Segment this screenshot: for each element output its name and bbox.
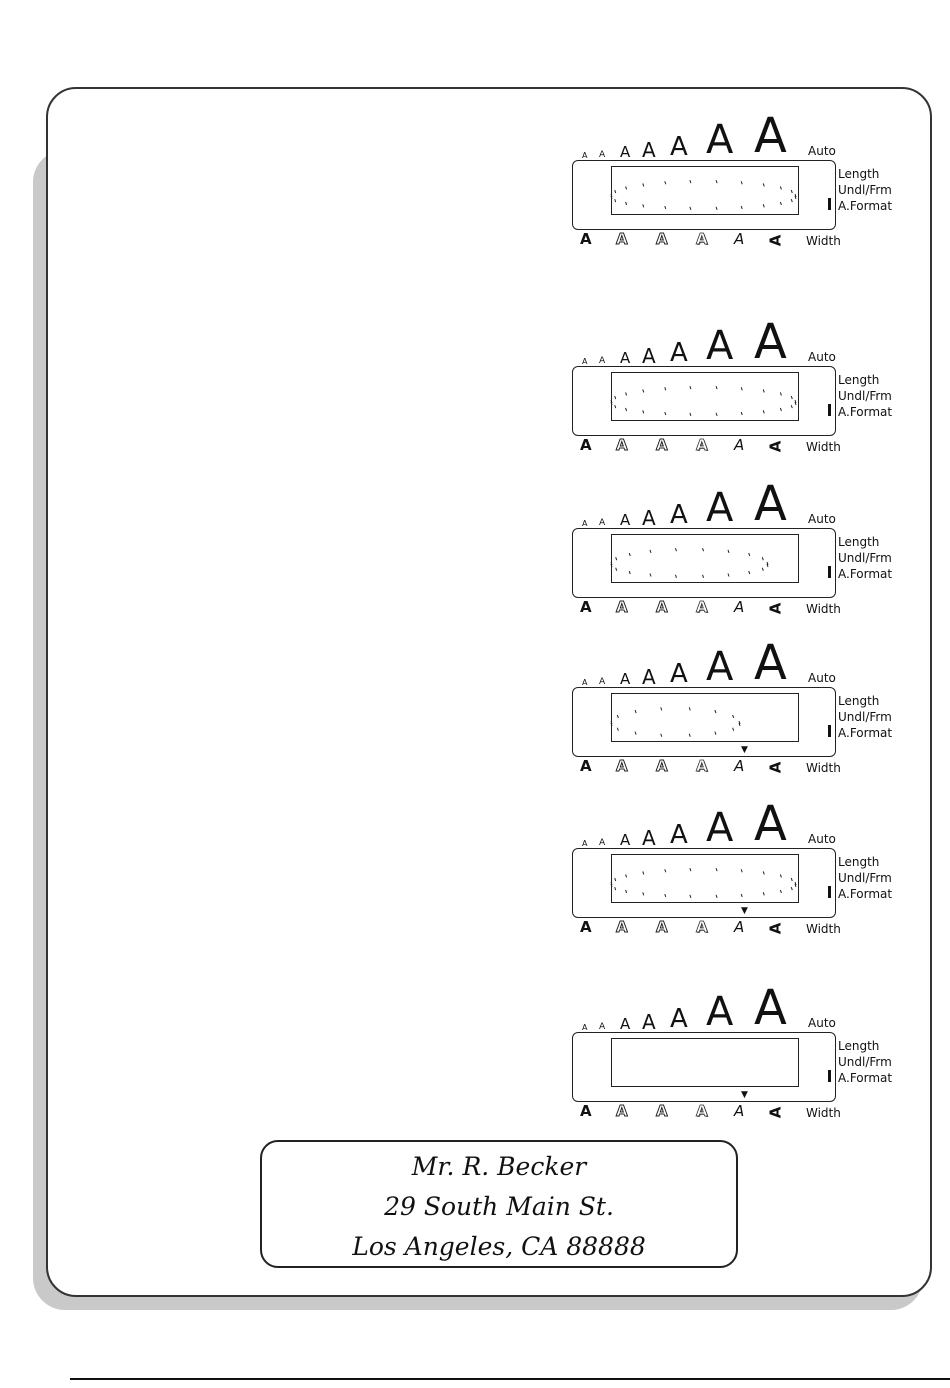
tick-mark (741, 181, 742, 184)
tick-mark (615, 887, 616, 890)
size-glyph-7: A (754, 476, 787, 532)
size-glyph-2: A (599, 838, 606, 848)
size-glyph-2: A (599, 1022, 606, 1032)
width-label: Width (806, 234, 841, 248)
tick-mark (780, 186, 781, 189)
side-label-3: A.Format (838, 567, 893, 581)
tick-mark (703, 575, 704, 578)
size-glyph-6: A (706, 805, 734, 851)
size-glyph-3: A (620, 349, 631, 367)
vertical-style-icon: A (766, 602, 785, 615)
lcd-screen (572, 687, 836, 757)
tick-mark (763, 204, 764, 207)
auto-size-label: Auto (808, 832, 836, 846)
side-label-1: Length (838, 694, 880, 708)
size-glyph-1: A (582, 839, 588, 848)
tick-mark (762, 568, 763, 571)
tick-mark (689, 707, 690, 710)
tick-mark (675, 575, 676, 578)
tick-mark (791, 878, 792, 881)
blinking-segment-ticks (601, 535, 811, 589)
tick-mark (650, 550, 651, 553)
outline-style-icon: A (616, 757, 628, 775)
tick-mark (716, 868, 717, 871)
tick-mark (643, 410, 644, 413)
size-glyph-7: A (754, 796, 787, 852)
size-glyph-3: A (620, 1015, 631, 1033)
lcd-screen (572, 1032, 836, 1102)
tick-mark (690, 895, 691, 898)
vertical-style-icon: A (766, 1106, 785, 1119)
lcd-screen (572, 366, 836, 436)
tick-mark (791, 405, 792, 408)
tick-mark (780, 408, 781, 411)
tick-mark (665, 894, 666, 897)
normal-style-icon: A (580, 230, 592, 248)
size-glyph-2: A (599, 356, 606, 366)
tick-mark (689, 734, 690, 737)
outline-style-icon: A (616, 1102, 628, 1120)
size-glyph-1: A (582, 151, 588, 160)
tick-mark (791, 190, 792, 193)
tick-mark (791, 199, 792, 202)
tick-mark (763, 410, 764, 413)
tick-mark (615, 405, 616, 408)
tick-mark (741, 869, 742, 872)
tick-mark (791, 887, 792, 890)
outline-style-icon: A (616, 598, 628, 616)
frame-outline-style-icon: A (656, 436, 668, 454)
blinking-segment-ticks (601, 694, 811, 748)
vertical-style-icon: A (766, 440, 785, 453)
size-indicator-row (570, 476, 910, 532)
lcd-screen (572, 528, 836, 598)
size-glyph-4: A (642, 138, 656, 162)
tick-mark (626, 202, 627, 205)
side-label-2: Undl/Frm (838, 710, 892, 724)
tick-mark (763, 892, 764, 895)
side-label-3: A.Format (838, 1071, 893, 1085)
shadow-style-icon: A (696, 918, 708, 936)
tick-mark (791, 396, 792, 399)
tick-mark (762, 557, 763, 560)
style-indicator-row (570, 920, 910, 940)
shadow-style-icon: A (696, 1102, 708, 1120)
size-glyph-3: A (620, 670, 631, 688)
tick-mark (780, 874, 781, 877)
vertical-style-icon: A (766, 922, 785, 935)
a-format-indicator-bar (828, 566, 831, 578)
tick-mark (715, 710, 716, 713)
blinking-segment-ticks (601, 167, 811, 221)
footer-rule (70, 1378, 950, 1380)
size-indicator-row (570, 314, 910, 370)
side-label-1: Length (838, 1039, 880, 1053)
tick-mark (780, 392, 781, 395)
side-indicator-labels (838, 854, 892, 902)
side-indicator-labels (838, 1038, 892, 1086)
auto-size-label: Auto (808, 671, 836, 685)
side-label-2: Undl/Frm (838, 389, 892, 403)
tick-mark (690, 386, 691, 389)
tick-mark (716, 207, 717, 210)
label-line-1: Mr. R. Becker (411, 1152, 587, 1181)
blinking-segment-ticks (601, 855, 811, 909)
size-glyph-1: A (582, 678, 588, 687)
side-label-1: Length (838, 373, 880, 387)
size-glyph-6: A (706, 323, 734, 369)
size-glyph-4: A (642, 826, 656, 850)
style-indicator-row (570, 759, 910, 779)
tick-mark (626, 890, 627, 893)
shadow-style-icon: A (696, 598, 708, 616)
tick-mark (763, 183, 764, 186)
style-indicator-row (570, 600, 910, 620)
auto-size-label: Auto (808, 512, 836, 526)
italic-style-icon: A (734, 598, 745, 616)
tick-mark (626, 874, 627, 877)
outline-style-icon: A (616, 230, 628, 248)
tick-mark (665, 869, 666, 872)
tick-mark (741, 387, 742, 390)
size-glyph-3: A (620, 511, 631, 529)
tick-mark (763, 389, 764, 392)
tick-mark (665, 206, 666, 209)
side-indicator-labels (838, 372, 892, 420)
style-indicator-row (570, 232, 910, 252)
frame-outline-style-icon: A (656, 918, 668, 936)
normal-style-icon: A (580, 757, 592, 775)
a-format-indicator-bar (828, 1070, 831, 1082)
side-label-2: Undl/Frm (838, 1055, 892, 1069)
tick-mark (733, 728, 734, 731)
size-glyph-3: A (620, 143, 631, 161)
size-glyph-7: A (754, 314, 787, 370)
tick-mark (716, 413, 717, 416)
size-glyph-5: A (670, 338, 688, 368)
tick-mark (617, 728, 618, 731)
tick-mark (749, 571, 750, 574)
side-label-3: A.Format (838, 405, 893, 419)
blinking-segment-ticks (601, 373, 811, 427)
tick-mark (741, 412, 742, 415)
tick-mark (643, 892, 644, 895)
tick-mark (616, 568, 617, 571)
side-label-2: Undl/Frm (838, 551, 892, 565)
width-label: Width (806, 602, 841, 616)
tick-mark (629, 571, 630, 574)
normal-style-icon: A (580, 598, 592, 616)
cursor-arrow-icon: ▼ (741, 745, 748, 755)
size-glyph-3: A (620, 831, 631, 849)
tick-mark (615, 396, 616, 399)
tick-mark (733, 715, 734, 718)
style-indicator-row (570, 1104, 910, 1124)
lcd-screen (572, 848, 836, 918)
size-glyph-5: A (670, 820, 688, 850)
tick-mark (675, 548, 676, 551)
lcd-screen (572, 160, 836, 230)
size-glyph-5: A (670, 500, 688, 530)
vertical-style-icon: A (766, 234, 785, 247)
tick-mark (690, 207, 691, 210)
width-label: Width (806, 1106, 841, 1120)
tick-mark (749, 553, 750, 556)
size-indicator-row (570, 108, 910, 164)
italic-style-icon: A (734, 1102, 745, 1120)
size-glyph-5: A (670, 1004, 688, 1034)
width-label: Width (806, 440, 841, 454)
lcd-display (570, 637, 910, 777)
tick-mark (703, 548, 704, 551)
side-label-3: A.Format (838, 726, 893, 740)
tick-mark (728, 550, 729, 553)
tick-mark (616, 557, 617, 560)
label-line-3: Los Angeles, CA 88888 (352, 1232, 646, 1261)
label-line-2: 29 South Main St. (384, 1192, 614, 1221)
cursor-arrow-icon: ▼ (741, 1090, 748, 1100)
tick-mark (617, 715, 618, 718)
auto-size-label: Auto (808, 350, 836, 364)
tick-mark (780, 890, 781, 893)
tick-mark (615, 190, 616, 193)
lcd-display (570, 110, 910, 250)
italic-style-icon: A (734, 436, 745, 454)
normal-style-icon: A (580, 1102, 592, 1120)
frame-outline-style-icon: A (656, 757, 668, 775)
cursor-arrow-icon: ▼ (741, 906, 748, 916)
italic-style-icon: A (734, 757, 745, 775)
size-glyph-2: A (599, 518, 606, 528)
tick-mark (728, 574, 729, 577)
tick-mark (661, 734, 662, 737)
size-glyph-6: A (706, 989, 734, 1035)
tick-mark (626, 392, 627, 395)
tick-mark (690, 868, 691, 871)
tick-mark (716, 180, 717, 183)
size-glyph-1: A (582, 357, 588, 366)
size-glyph-4: A (642, 506, 656, 530)
size-indicator-row (570, 635, 910, 691)
a-format-indicator-bar (828, 886, 831, 898)
outline-style-icon: A (616, 918, 628, 936)
tick-mark (629, 553, 630, 556)
printed-label (260, 1140, 738, 1268)
auto-size-label: Auto (808, 1016, 836, 1030)
size-glyph-4: A (642, 344, 656, 368)
tick-mark (665, 387, 666, 390)
width-label: Width (806, 922, 841, 936)
side-indicator-labels (838, 166, 892, 214)
lcd-display (570, 798, 910, 938)
italic-style-icon: A (734, 918, 745, 936)
frame-outline-style-icon: A (656, 1102, 668, 1120)
size-glyph-6: A (706, 117, 734, 163)
a-format-indicator-bar (828, 198, 831, 210)
size-glyph-1: A (582, 1023, 588, 1032)
side-label-1: Length (838, 855, 880, 869)
tick-mark (690, 180, 691, 183)
normal-style-icon: A (580, 918, 592, 936)
shadow-style-icon: A (696, 230, 708, 248)
size-glyph-2: A (599, 677, 606, 687)
tick-mark (643, 183, 644, 186)
size-glyph-2: A (599, 150, 606, 160)
tick-mark (635, 732, 636, 735)
tick-mark (643, 871, 644, 874)
tick-mark (780, 202, 781, 205)
lcd-display (570, 982, 910, 1122)
size-glyph-1: A (582, 519, 588, 528)
side-label-3: A.Format (838, 199, 893, 213)
side-label-1: Length (838, 535, 880, 549)
size-glyph-4: A (642, 1010, 656, 1034)
tick-mark (741, 206, 742, 209)
tick-mark (635, 710, 636, 713)
frame-outline-style-icon: A (656, 230, 668, 248)
size-indicator-row (570, 980, 910, 1036)
side-label-2: Undl/Frm (838, 871, 892, 885)
tick-mark (615, 199, 616, 202)
frame-outline-style-icon: A (656, 598, 668, 616)
style-indicator-row (570, 438, 910, 458)
vertical-style-icon: A (766, 761, 785, 774)
tick-mark (665, 412, 666, 415)
size-glyph-7: A (754, 980, 787, 1036)
size-glyph-5: A (670, 132, 688, 162)
side-label-2: Undl/Frm (838, 183, 892, 197)
tick-mark (716, 895, 717, 898)
auto-size-label: Auto (808, 144, 836, 158)
shadow-style-icon: A (696, 757, 708, 775)
tick-mark (763, 871, 764, 874)
normal-style-icon: A (580, 436, 592, 454)
tick-mark (665, 181, 666, 184)
size-indicator-row (570, 796, 910, 852)
tick-mark (650, 574, 651, 577)
size-glyph-6: A (706, 644, 734, 690)
shadow-style-icon: A (696, 436, 708, 454)
a-format-indicator-bar (828, 404, 831, 416)
side-label-1: Length (838, 167, 880, 181)
size-glyph-7: A (754, 635, 787, 691)
lcd-display (570, 316, 910, 456)
italic-style-icon: A (734, 230, 745, 248)
tick-mark (661, 707, 662, 710)
side-indicator-labels (838, 534, 892, 582)
tick-mark (643, 389, 644, 392)
text-area (611, 1038, 799, 1087)
tick-mark (615, 878, 616, 881)
size-glyph-7: A (754, 108, 787, 164)
tick-mark (626, 186, 627, 189)
size-glyph-4: A (642, 665, 656, 689)
lcd-display (570, 478, 910, 618)
a-format-indicator-bar (828, 725, 831, 737)
tick-mark (690, 413, 691, 416)
tick-mark (643, 204, 644, 207)
size-glyph-6: A (706, 485, 734, 531)
side-indicator-labels (838, 693, 892, 741)
size-glyph-5: A (670, 659, 688, 689)
width-label: Width (806, 761, 841, 775)
tick-mark (626, 408, 627, 411)
tick-mark (716, 386, 717, 389)
tick-mark (741, 894, 742, 897)
side-label-3: A.Format (838, 887, 893, 901)
outline-style-icon: A (616, 436, 628, 454)
tick-mark (715, 732, 716, 735)
